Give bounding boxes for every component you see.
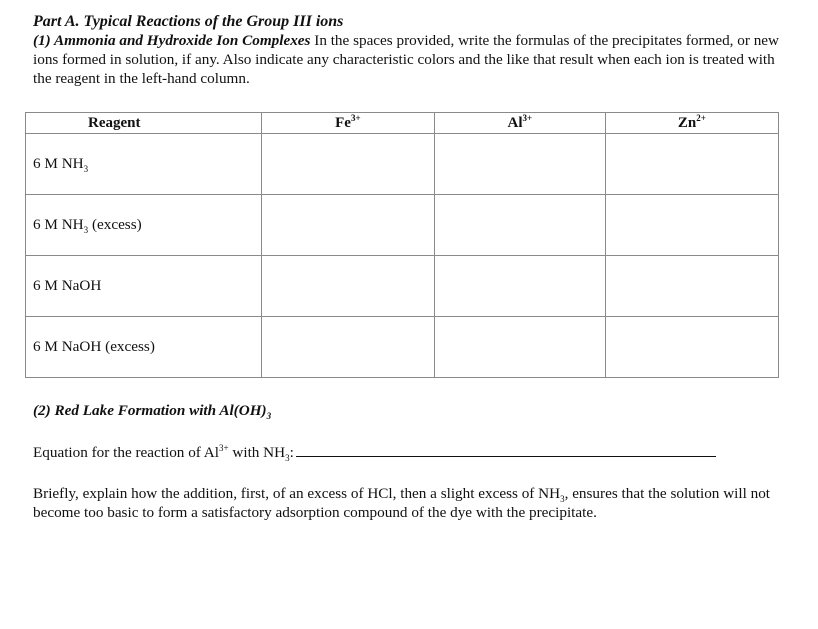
- reagent-text: 6 M NH: [33, 155, 84, 172]
- reagent-cell: [26, 195, 262, 256]
- table-header-row: [26, 113, 779, 134]
- section1-text: In the spaces provided, write the formulas of the precipitates formed, or new ions formed in solution, if any. Also indicate any characteristic colors and the like that result when each ion is treated with the reagent in the left-hand column.: [33, 32, 780, 87]
- reagent-cell: [26, 134, 262, 195]
- section2-title-subscript: 3: [266, 411, 272, 422]
- reagent-subscript: 3: [83, 225, 89, 236]
- eq-subscript: 3: [285, 453, 290, 464]
- explain-prompt: [33, 484, 773, 522]
- reagent-text: 6 M NaOH: [33, 277, 102, 294]
- answer-cell-fe[interactable]: [261, 256, 434, 317]
- explain-subscript: 3: [560, 494, 565, 505]
- header-al: [434, 113, 605, 134]
- equation-prompt: [33, 442, 793, 462]
- header-zn: [605, 113, 778, 134]
- reagent-suffix: (excess): [88, 216, 142, 233]
- section1-intro: [33, 31, 793, 88]
- reagent-text: 6 M NH: [33, 216, 84, 233]
- answer-cell-fe[interactable]: [261, 195, 434, 256]
- answer-cell-zn[interactable]: [605, 134, 778, 195]
- answer-cell-al[interactable]: [434, 317, 605, 378]
- part-title: Part A. Typical Reactions of the Group III ions: [33, 13, 344, 30]
- reaction-table: [25, 112, 779, 378]
- eq-colon: :: [289, 444, 294, 461]
- section2: [33, 401, 793, 522]
- eq-text-mid: with NH: [228, 444, 286, 461]
- eq-text: Equation for the reaction of Al: [33, 444, 219, 461]
- reagent-cell: [26, 317, 262, 378]
- table-row: [26, 256, 779, 317]
- header-al-base: Al: [507, 114, 523, 131]
- answer-cell-zn[interactable]: [605, 317, 778, 378]
- equation-answer-line[interactable]: [296, 442, 716, 457]
- explain-text: Briefly, explain how the addition, first, of an excess of HCl, then a slight excess of NH: [33, 485, 561, 502]
- header-fe-charge: 3+: [350, 112, 361, 123]
- reagent-subscript: 3: [83, 164, 89, 175]
- instructions: [33, 12, 793, 88]
- table-row: [26, 317, 779, 378]
- header-zn-charge: 2+: [696, 112, 706, 123]
- answer-cell-al[interactable]: [434, 256, 605, 317]
- answer-cell-fe[interactable]: [261, 317, 434, 378]
- answer-cell-zn[interactable]: [605, 195, 778, 256]
- answer-cell-fe[interactable]: [261, 134, 434, 195]
- table-row: [26, 195, 779, 256]
- reagent-cell: [26, 256, 262, 317]
- table-row: [26, 134, 779, 195]
- explain-text-post: , ensures that the solution will not become too basic to form a satisfactory adsorption compound of the dye with the precipitate.: [33, 485, 771, 521]
- answer-cell-zn[interactable]: [605, 256, 778, 317]
- header-fe: [261, 113, 434, 134]
- section2-title: [33, 401, 793, 420]
- header-zn-base: Zn: [677, 114, 697, 131]
- header-fe-base: Fe: [335, 114, 351, 131]
- header-reagent: Reagent: [26, 113, 262, 134]
- reagent-text: 6 M NaOH (excess): [33, 338, 155, 355]
- eq-charge: 3+: [219, 442, 229, 453]
- section1-heading: (1) Ammonia and Hydroxide Ion Complexes: [33, 32, 311, 49]
- section2-title-text: (2) Red Lake Formation with Al(OH): [33, 402, 267, 419]
- answer-cell-al[interactable]: [434, 195, 605, 256]
- answer-cell-al[interactable]: [434, 134, 605, 195]
- header-al-charge: 3+: [522, 112, 533, 123]
